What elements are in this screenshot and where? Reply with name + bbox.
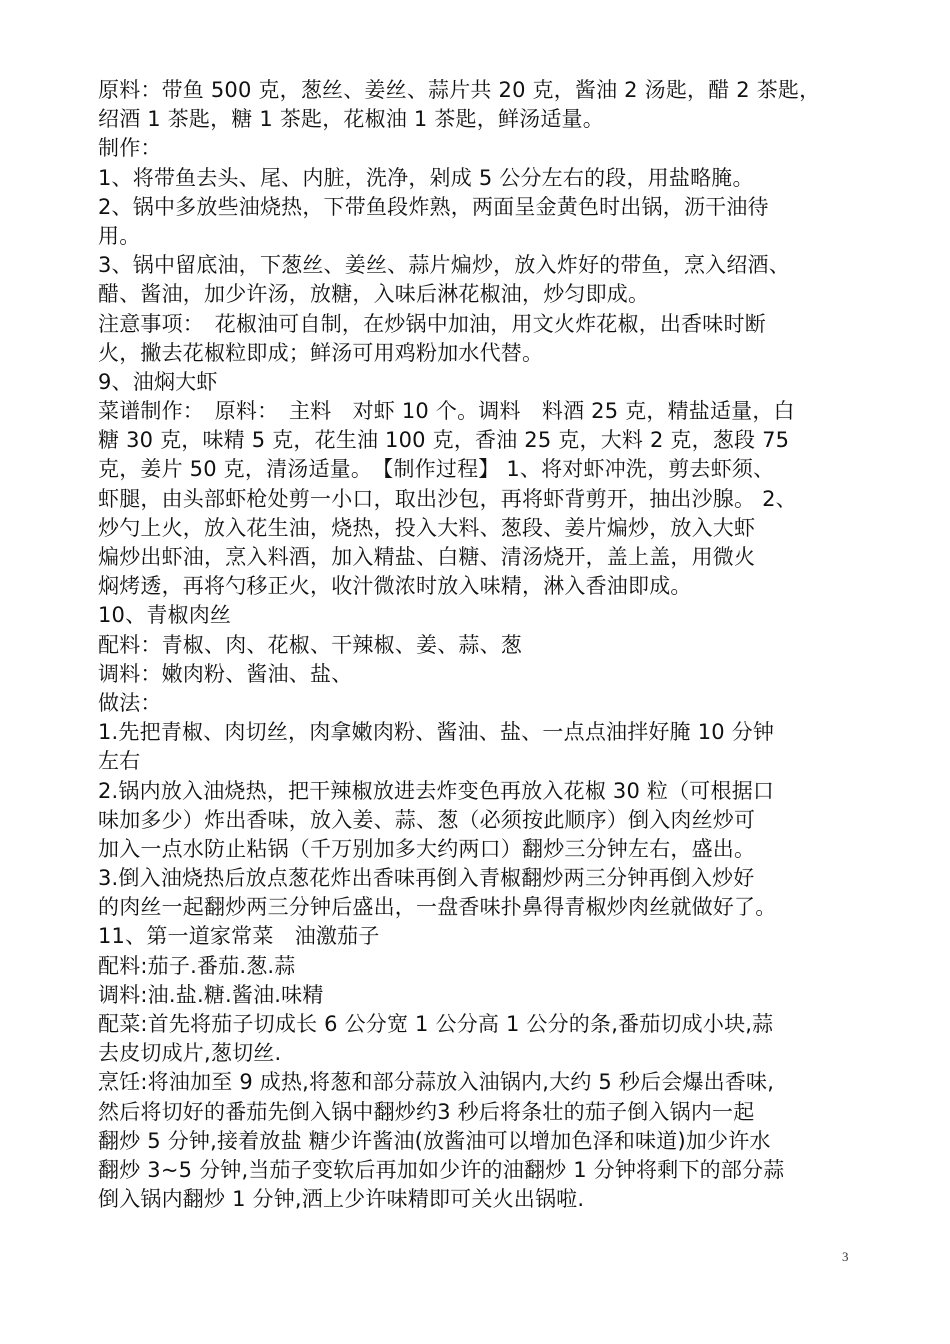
text-line: 味加多少）炸出香味，放入姜、蒜、葱（必须按此顺序）倒入肉丝炒可 [98,807,756,832]
text-line: 烹饪:将油加至 9 成热,将葱和部分蒜放入油锅内,大约 5 秒后会爆出香味, [98,1070,775,1095]
text-line: 翻炒 3~5 分钟,当茄子变软后再加如少许的油翻炒 1 分钟将剩下的部分蒜 [98,1157,785,1182]
text-line: 倒入锅内翻炒 1 分钟,洒上少许味精即可关火出锅啦. [98,1187,585,1212]
text-line: 原料：带鱼 500 克，葱丝、姜丝、蒜片共 20 克，酱油 2 汤匙，醋 2 茶匙， [98,78,821,102]
text-line: 配菜:首先将茄子切成长 6 公分宽 1 公分高 1 公分的条,番茄切成小块,蒜 [98,1012,774,1036]
text-line: 左右 [98,749,141,774]
text-line: 菜谱制作： 原料： 主料 对虾 10 个。调料 料酒 25 克，精盐适量，白 [98,399,795,424]
text-line: 然后将切好的番茄先倒入锅中翻炒约3 秒后将条壮的茄子倒入锅内一起 [98,1099,755,1124]
text-line: 醋、酱油，加少许汤，放糖，入味后淋花椒油，炒匀即成。 [98,282,650,307]
text-line: 糖 30 克，味精 5 克，花生油 100 克，香油 25 克，大料 2 克，葱段 75 [98,428,790,453]
text-line: 配料:茄子.番茄.葱.蒜 [98,953,296,978]
recipe-title: 9、油焖大虾 [98,369,218,394]
text-line: 注意事项： 花椒油可自制，在炒锅中加油，用文火炸花椒，出香味时断 [98,311,766,336]
text-line: 用。 [98,223,141,248]
text-line: 调料：嫩肉粉、酱油、盐、 [98,661,353,686]
text-line: 调料:油.盐.糖.酱油.味精 [98,982,324,1007]
section-heading: 做法： [98,690,162,715]
text-line: 焖烤透，再将勺移正火，收汁微浓时放入味精，淋入香油即成。 [98,574,692,599]
text-line: 1、将带鱼去头、尾、内脏，洗净，剁成 5 公分左右的段，用盐略腌。 [98,165,754,190]
text-line: 2、锅中多放些油烧热，下带鱼段炸熟，两面呈金黄色时出锅，沥干油待 [98,194,769,219]
text-line: 火，撇去花椒粒即成；鲜汤可用鸡粉加水代替。 [98,340,544,365]
text-line: 克，姜片 50 克，清汤适量。 【制作过程】 1、将对虾冲洗，剪去虾须、 [98,457,775,482]
recipe-title: 11、第一道家常菜 油激茄子 [98,924,380,949]
text-line: 1.先把青椒、肉切丝，肉拿嫩肉粉、酱油、盐、一点点油拌好腌 10 分钟 [98,720,775,745]
document-body [98,76,858,1214]
text-line: 配料：青椒、肉、花椒、干辣椒、姜、蒜、葱 [98,632,522,657]
text-line: 煸炒出虾油，烹入料酒，加入精盐、白糖、清汤烧开，盖上盖，用微火 [98,545,756,569]
text-line: 3.倒入油烧热后放点葱花炸出香味再倒入青椒翻炒两三分钟再倒入炒好 [98,866,755,891]
text-line: 加入一点水防止粘锅（千万别加多大约两口）翻炒三分钟左右，盛出。 [98,836,756,861]
text-line: 虾腿，由头部虾枪处剪一小口，取出沙包，再将虾背剪开，抽出沙腺。 2、 [98,486,797,511]
page-number: 3 [842,1249,849,1264]
text-line: 2.锅内放入油烧热，把干辣椒放进去炸变色再放入花椒 30 粒（可根据口 [98,778,775,803]
recipe-title: 10、青椒肉丝 [98,603,232,628]
text-line: 绍酒 1 茶匙，糖 1 茶匙，花椒油 1 茶匙，鲜汤适量。 [98,107,604,132]
text-line: 3、锅中留底油，下葱丝、姜丝、蒜片煸炒，放入炸好的带鱼，烹入绍酒、 [98,253,790,278]
text-line: 去皮切成片,葱切丝. [98,1041,282,1066]
text-line: 的肉丝一起翻炒两三分钟后盛出，一盘香味扑鼻得青椒炒肉丝就做好了。 [98,895,777,920]
section-heading: 制作： [98,136,162,161]
text-line: 翻炒 5 分钟,接着放盐 糖少许酱油(放酱油可以增加色泽和味道)加少许水 [98,1128,771,1153]
text-line: 炒勺上火，放入花生油，烧热，投入大料、葱段、姜片煸炒，放入大虾 [98,515,756,540]
